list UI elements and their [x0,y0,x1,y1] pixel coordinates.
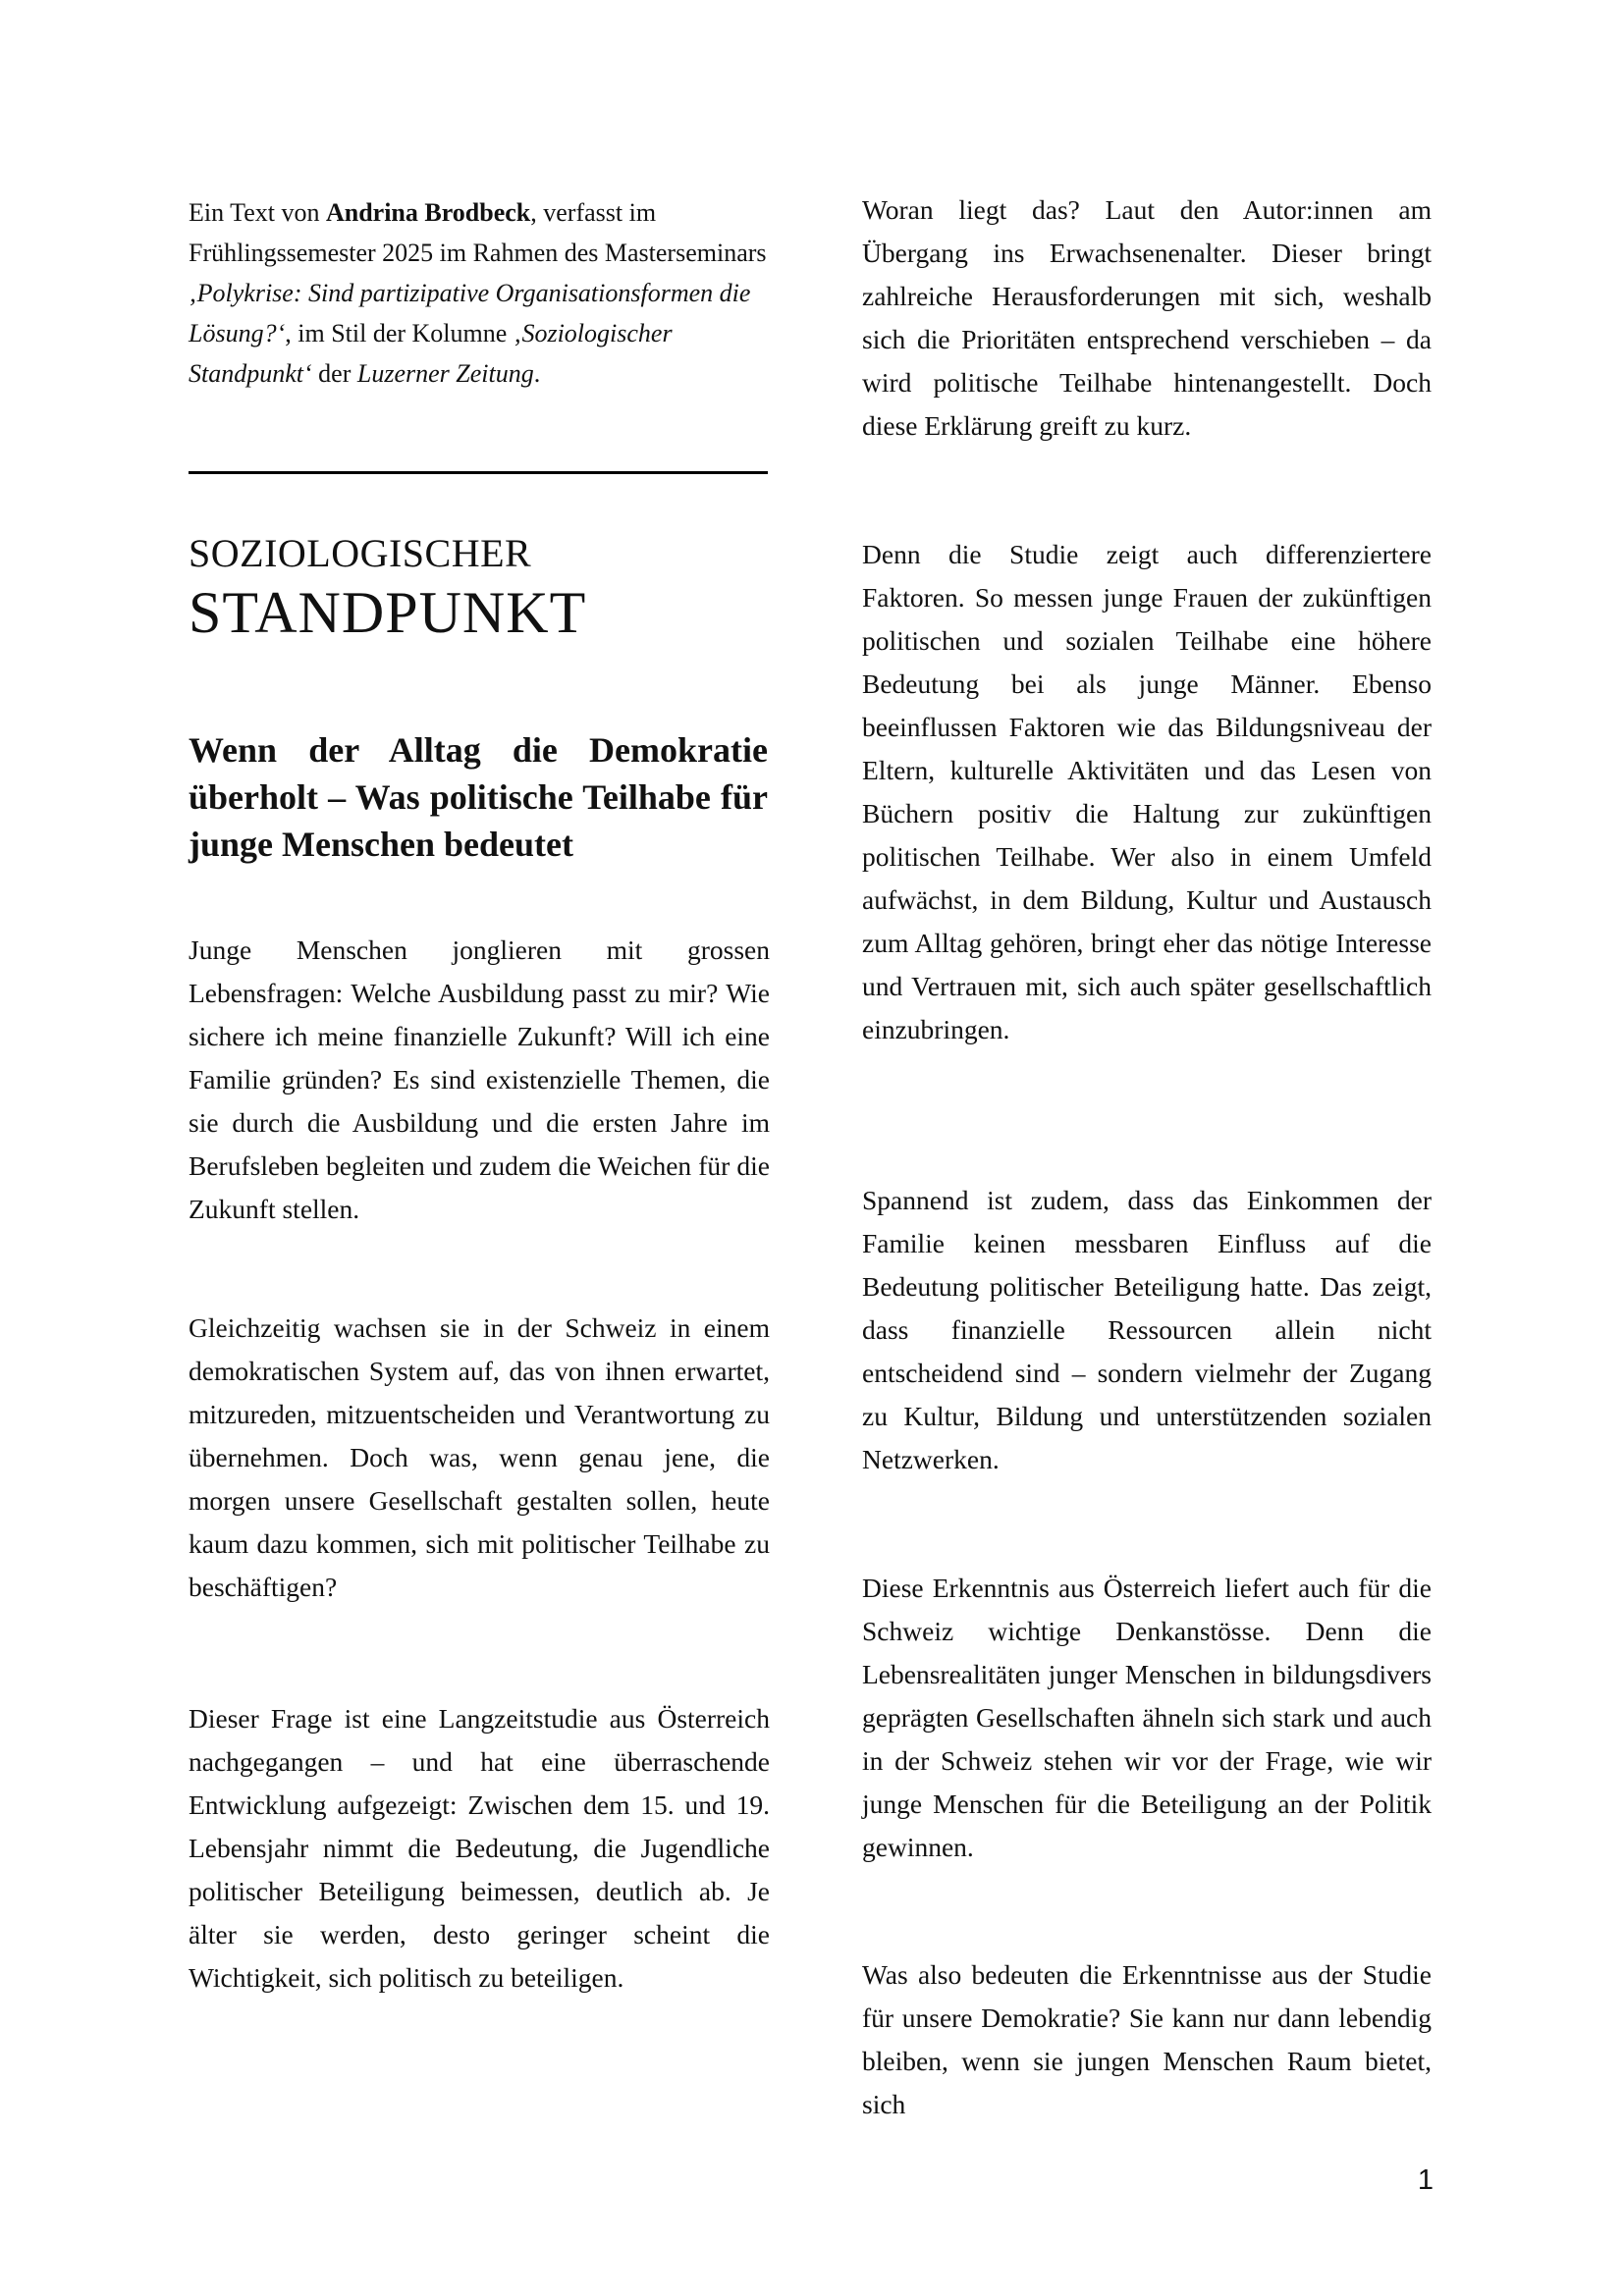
body-paragraph: Spannend ist zudem, dass das Einkommen der Familie keinen messbaren Einfluss auf die Bedeutung politischer Beteiligung hatte. Das zeigt, dass finanzielle Ressourcen allein nicht entscheidend sind – sondern vielmehr der Zugang zu Kultur, Bildung und unterstützenden sozialen Netzwerken. [862,1185,1432,1474]
body-paragraph: Gleichzeitig wachsen sie in der Schweiz in einem demokratischen System auf, das von ihnen erwartet, mitzureden, mitzuentscheiden und Verantwortung zu übernehmen. Doch was, wenn genau jene, die morgen unsere Gesellschaft gestalten sollen, heute kaum dazu kommen, sich mit politischer Teilhabe zu beschäftigen? [189,1312,770,1602]
author-note-middle2: , im Stil der Kolumne [285,319,514,347]
author-name: Andrina Brodbeck [325,198,531,227]
page-number: 1 [1417,2164,1434,2196]
author-note-prefix: Ein Text von [189,198,326,227]
body-paragraph: Dieser Frage ist eine Langzeitstudie aus Österreich nachgegangen – und hat eine überraschende Entwicklung aufgezeigt: Zwischen dem 15. und 19. Lebensjahr nimmt die Bedeutung, die Jugendliche politischer Beteiligung beimessen, deutlich ab. Je älter sie werden, desto geringer scheint die Wichtigkeit, sich politisch zu beteiligen. [189,1703,770,1993]
column-name: ‚Soziologischer Standpunkt‘ [189,319,673,388]
column-kicker: SOZIOLOGISCHER [189,531,532,575]
newspaper-name: Luzerner Zeitung [356,359,534,388]
body-paragraph: Junge Menschen jonglieren mit grossen Lebensfragen: Welche Ausbildung passt zu mir? Wie sichere ich meine finanzielle Zukunft? Will ich eine Familie gründen? Es sind existenzielle Themen, die sie durch die Ausbildung und die ersten Jahre im Berufsleben begleiten und zudem die Weichen für die Zukunft stellen. [189,934,770,1224]
column-title: STANDPUNKT [189,580,587,645]
author-note-middle: , verfasst im Frühlingssemester 2025 im Rahmen des Masterseminars [189,198,767,267]
article-headline: Wenn der Alltag die Demokratie überholt – Was politische Teilhabe für junge Menschen bedeutet [189,730,768,864]
seminar-title: ‚Polykrise: Sind partizipative Organisationsformen die Lösung?‘ [189,279,751,347]
divider-rule [189,471,768,474]
author-note-suffix: . [533,359,541,388]
author-note [189,192,770,394]
body-paragraph: Denn die Studie zeigt auch differenziertere Faktoren. So messen junge Frauen der zukünftigen politischen und sozialen Teilhabe eine höhere Bedeutung bei als junge Männer. Ebenso beeinflussen Faktoren wie das Bildungsniveau der Eltern, kulturelle Aktivitäten und das Lesen von Büchern positiv die Haltung zur zukünftigen politischen Teilhabe. Wer also in einem Umfeld aufwächst, in dem Bildung, Kultur und Austausch zum Alltag gehören, bringt eher das nötige Interesse und Vertrauen mit, sich auch später gesellschaftlich einzubringen. [862,539,1432,1044]
body-paragraph: Woran liegt das? Laut den Autor:innen am Übergang ins Erwachsenenalter. Dieser bringt zahlreiche Herausforderungen mit sich, weshalb sich die Prioritäten entsprechend verschieben – da wird politische Teilhabe hintenangestellt. Doch diese Erklärung greift zu kurz. [862,194,1432,441]
body-paragraph: Diese Erkenntnis aus Österreich liefert auch für die Schweiz wichtige Denkanstösse. Denn die Lebensrealitäten junger Menschen in bildungsdivers geprägten Gesellschaften ähneln sich stark und auch in der Schweiz stehen wir vor der Frage, wie wir junge Menschen für die Beteiligung an der Politik gewinnen. [862,1573,1432,1862]
author-note-middle3: der [311,359,357,388]
body-paragraph: Was also bedeuten die Erkenntnisse aus der Studie für unsere Demokratie? Sie kann nur dann lebendig bleiben, wenn sie jungen Menschen Raum bietet, sich [862,1959,1432,2119]
